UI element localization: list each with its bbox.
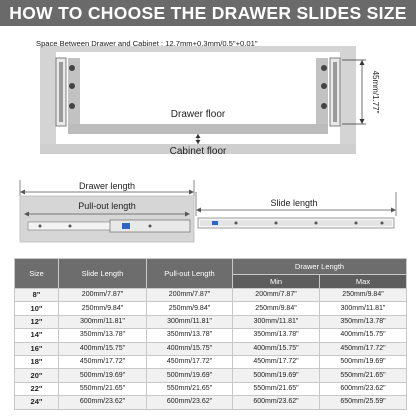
drawer-max-cell: 250mm/9.84" bbox=[320, 289, 407, 302]
pullout-length-cell: 350mm/13.78" bbox=[147, 329, 233, 342]
slide-length-cell: 600mm/23.62" bbox=[59, 396, 147, 409]
spacing-label: Space Between Drawer and Cabinet : 12.7mm+0.3mm/0.5"+0.01" bbox=[36, 39, 258, 48]
drawer-max-cell: 550mm/21.65" bbox=[320, 369, 407, 382]
drawer-max-cell: 450mm/17.72" bbox=[320, 342, 407, 355]
drawer-min-cell: 400mm/15.75" bbox=[233, 342, 320, 355]
size-cell: 22" bbox=[15, 382, 59, 395]
table-row bbox=[15, 342, 407, 355]
drawer-max-cell: 350mm/13.78" bbox=[320, 315, 407, 328]
page-title: HOW TO CHOOSE THE DRAWER SLIDES SIZE bbox=[0, 0, 416, 26]
drawer-min-cell: 500mm/19.69" bbox=[233, 369, 320, 382]
pullout-length-cell: 600mm/23.62" bbox=[147, 396, 233, 409]
table-row bbox=[15, 315, 407, 328]
table-row bbox=[15, 396, 407, 409]
cabinet-floor-label: Cabinet floor bbox=[169, 146, 227, 157]
size-cell: 16" bbox=[15, 342, 59, 355]
header-max: Max bbox=[320, 275, 407, 289]
table-row bbox=[15, 302, 407, 315]
size-cell: 24" bbox=[15, 396, 59, 409]
drawer-max-cell: 400mm/15.75" bbox=[320, 329, 407, 342]
table-row bbox=[15, 369, 407, 382]
size-table bbox=[14, 258, 407, 410]
size-cell: 14" bbox=[15, 329, 59, 342]
slide-length-cell: 450mm/17.72" bbox=[59, 355, 147, 368]
size-cell: 8" bbox=[15, 289, 59, 302]
drawer-min-cell: 550mm/21.65" bbox=[233, 382, 320, 395]
pullout-length-label: Pull-out length bbox=[78, 201, 136, 211]
slide-length-cell: 350mm/13.78" bbox=[59, 329, 147, 342]
drawer-max-cell: 600mm/23.62" bbox=[320, 382, 407, 395]
pullout-length-cell: 550mm/21.65" bbox=[147, 382, 233, 395]
drawer-max-cell: 300mm/11.81" bbox=[320, 302, 407, 315]
table-row bbox=[15, 289, 407, 302]
drawer-min-cell: 600mm/23.62" bbox=[233, 396, 320, 409]
slide-length-label: Slide length bbox=[270, 198, 318, 208]
slide-length-cell: 300mm/11.81" bbox=[59, 315, 147, 328]
pullout-length-cell: 300mm/11.81" bbox=[147, 315, 233, 328]
slide-length-cell: 400mm/15.75" bbox=[59, 342, 147, 355]
size-cell: 10" bbox=[15, 302, 59, 315]
slide-length-cell: 550mm/21.65" bbox=[59, 382, 147, 395]
drawer-length-label: Drawer length bbox=[78, 181, 136, 191]
table-row bbox=[15, 382, 407, 395]
size-cell: 18" bbox=[15, 355, 59, 368]
pullout-length-cell: 400mm/15.75" bbox=[147, 342, 233, 355]
header-size: Size bbox=[15, 259, 59, 289]
retracted-slide bbox=[198, 218, 394, 228]
slide-length-diagram bbox=[0, 176, 416, 256]
table-row bbox=[15, 355, 407, 368]
drawer-floor-label: Drawer floor bbox=[170, 109, 226, 120]
drawer-min-cell: 200mm/7.87" bbox=[233, 289, 320, 302]
pullout-length-cell: 250mm/9.84" bbox=[147, 302, 233, 315]
size-cell: 12" bbox=[15, 315, 59, 328]
header-slide-length: Slide Length bbox=[59, 259, 147, 289]
height-label: 45mm/1.77" bbox=[371, 70, 380, 114]
pullout-length-cell: 450mm/17.72" bbox=[147, 355, 233, 368]
drawer-min-cell: 350mm/13.78" bbox=[233, 329, 320, 342]
slide-length-cell: 250mm/9.84" bbox=[59, 302, 147, 315]
pullout-length-cell: 500mm/19.69" bbox=[147, 369, 233, 382]
drawer-max-cell: 650mm/25.59" bbox=[320, 396, 407, 409]
drawer-box bbox=[68, 58, 328, 134]
size-cell: 20" bbox=[15, 369, 59, 382]
header-min: Min bbox=[233, 275, 320, 289]
floor-pointer-arrows bbox=[196, 134, 201, 144]
slide-length-cell: 500mm/19.69" bbox=[59, 369, 147, 382]
drawer-min-cell: 450mm/17.72" bbox=[233, 355, 320, 368]
drawer-min-cell: 250mm/9.84" bbox=[233, 302, 320, 315]
table-row bbox=[15, 329, 407, 342]
extended-slide bbox=[28, 220, 190, 232]
slide-length-cell: 200mm/7.87" bbox=[59, 289, 147, 302]
pullout-length-cell: 200mm/7.87" bbox=[147, 289, 233, 302]
drawer-min-cell: 300mm/11.81" bbox=[233, 315, 320, 328]
header-drawer-length: Drawer Length bbox=[233, 259, 407, 275]
header-pullout-length: Pull-out Length bbox=[147, 259, 233, 289]
drawer-max-cell: 500mm/19.69" bbox=[320, 355, 407, 368]
drawer-cross-section-diagram bbox=[0, 26, 416, 176]
